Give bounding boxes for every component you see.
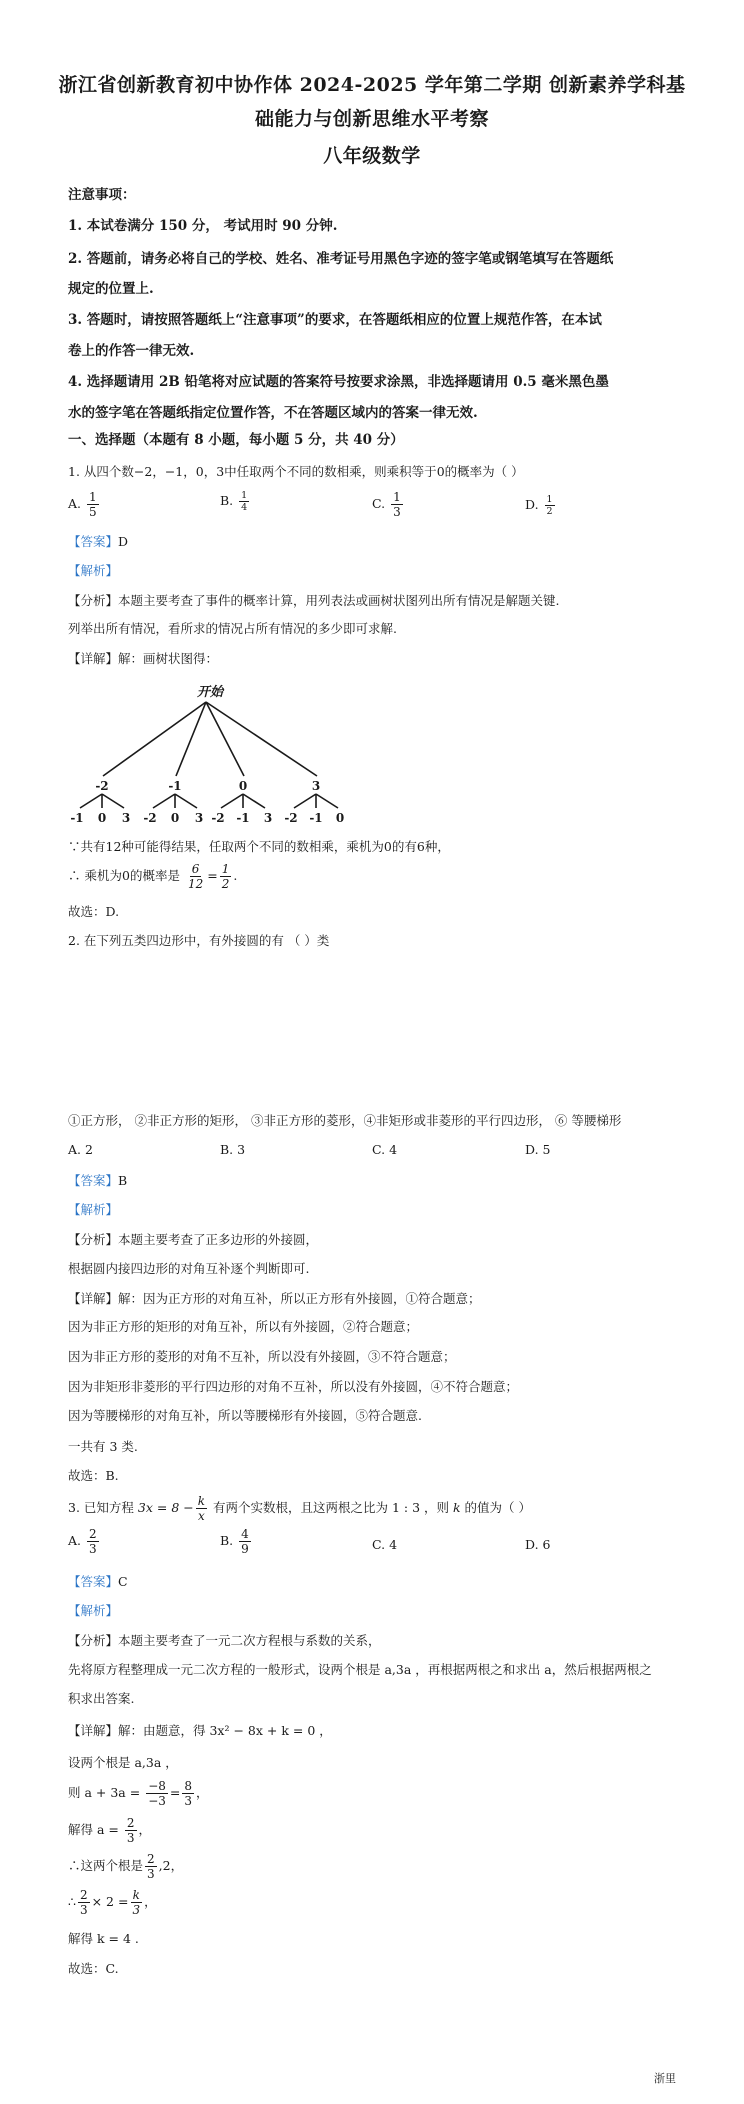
q3-option-d: D. 6 bbox=[525, 1537, 551, 1552]
q1-step-2-frac2-den: 2 bbox=[221, 877, 230, 891]
q3-equation-frac-den: x bbox=[197, 1509, 205, 1523]
q3-equation-frac-num: k bbox=[197, 1494, 205, 1508]
q1-step-2-zero: 0 bbox=[121, 868, 130, 883]
q3-detail-5-den: 3 bbox=[147, 1867, 155, 1881]
q2-analysis-b: 根据圆内接四边形的对角互补逐个判断即可. bbox=[68, 1261, 310, 1276]
q3-detail-5-end: ,2， bbox=[158, 1858, 184, 1873]
q3-detail-5 bbox=[68, 1852, 183, 1881]
q3-answer-value: C bbox=[118, 1574, 128, 1589]
q3-option-a-label: A. bbox=[68, 1533, 82, 1548]
q3-detail-5-num: 2 bbox=[147, 1852, 155, 1866]
q3-stem-b: 有两个实数根，且这两根之比为 1 : 3 ，则 bbox=[212, 1500, 449, 1515]
q1-step-2-eq: = bbox=[207, 868, 218, 883]
tree-l1-0: -2 bbox=[95, 779, 109, 793]
q2-answer bbox=[68, 1172, 127, 1190]
q3-option-b-label: B. bbox=[220, 1533, 234, 1548]
q3-detail-6-frac2-num: k bbox=[132, 1888, 140, 1902]
note-1: 1. 本试卷满分 150 分， 考试用时 90 分钟. bbox=[68, 218, 338, 234]
q3-detail-4-den: 3 bbox=[126, 1831, 135, 1845]
tree-l1-3: 3 bbox=[311, 779, 321, 793]
q1-stem bbox=[68, 463, 524, 481]
q2-items: ①正方形， ②非正方形的矩形， ③非正方形的菱形，④非矩形或非菱形的平行四边形， ⑥ 等腰梯形 bbox=[68, 1113, 622, 1128]
q1-option-d bbox=[525, 494, 557, 517]
q2-option-a: A. 2 bbox=[68, 1142, 93, 1157]
q3-option-a bbox=[68, 1527, 101, 1556]
q1-stem-zero: 0 bbox=[436, 464, 445, 479]
q1-stem-numbers: −2，−1，0，3 bbox=[133, 464, 225, 479]
tree-l2-3-1: -1 bbox=[309, 811, 323, 824]
note-4a: 4. 选择题请用 2B 铅笔将对应试题的答案符号按要求涂黑，非选择题请用 0.5 毫米黑色墨 bbox=[68, 374, 609, 390]
q1-step-2c: 的概率是 bbox=[129, 868, 180, 883]
q3-stem-k: k bbox=[452, 1500, 461, 1515]
tree-l2-1-1: 0 bbox=[170, 811, 180, 824]
q1-option-d-label: D. bbox=[525, 497, 539, 512]
q3-stem bbox=[68, 1494, 531, 1523]
q1-option-a-label: A. bbox=[68, 496, 82, 511]
notes-heading: 注意事项： bbox=[68, 187, 136, 203]
q1-step-1: ∵共有12种可能得结果，任取两个不同的数相乘，乘机为0的有6种， bbox=[68, 839, 450, 854]
tree-l2-1-2: 3 bbox=[194, 811, 204, 824]
q3-detail-3-frac2-den: 3 bbox=[184, 1794, 193, 1808]
q1-option-c-num: 1 bbox=[393, 490, 401, 504]
tree-l2-3-0: -2 bbox=[284, 811, 298, 824]
title-line-3: 八年级数学 bbox=[323, 145, 421, 167]
q3-detail-3-frac1-den: −3 bbox=[148, 1794, 166, 1808]
tree-l1-2: 0 bbox=[238, 779, 248, 793]
q3-option-a-den: 3 bbox=[89, 1542, 97, 1556]
q1-option-b-num: 1 bbox=[241, 490, 248, 501]
note-3a: 3. 答题时，请按照答题纸上“注意事项”的要求，在答题纸相应的位置上规范作答，在本试 bbox=[68, 312, 602, 328]
q3-stem-c: 的值为（ ） bbox=[464, 1500, 532, 1515]
q1-analysis-tag: 【解析】 bbox=[68, 563, 119, 578]
q3-detail-4a: 解得 a = bbox=[68, 1822, 119, 1837]
q3-option-a-num: 2 bbox=[89, 1527, 97, 1541]
q3-option-b bbox=[220, 1527, 253, 1556]
q3-detail-3 bbox=[68, 1779, 209, 1808]
q3-detail-3-eq: = bbox=[169, 1785, 181, 1800]
q2-option-b: B. 3 bbox=[220, 1142, 246, 1157]
q3-detail-6-frac2-den: 3 bbox=[132, 1903, 141, 1917]
q1-answer-value: D bbox=[118, 534, 129, 549]
q3-answer bbox=[68, 1573, 128, 1591]
q3-detail-6a: ∴ bbox=[68, 1894, 76, 1909]
tree-l2-2-2: 3 bbox=[263, 811, 273, 824]
q3-detail-5a: ∴这两个根是 bbox=[68, 1858, 144, 1873]
q3-conclude: 故选：C. bbox=[68, 1961, 119, 1976]
q3-detail-6-mid: × 2 = bbox=[91, 1894, 129, 1909]
q2-stem: 2. 在下列五类四边形中，有外接圆的有 （ ）类 bbox=[68, 933, 330, 948]
q3-detail-6-frac1-num: 2 bbox=[79, 1888, 88, 1902]
q3-detail-1: 【详解】解：由题意，得 3x² − 8x + k = 0 ， bbox=[68, 1723, 332, 1738]
q3-detail-7: 解得 k = 4 . bbox=[68, 1931, 139, 1946]
q2-analysis-a: 【分析】本题主要考查了正多边形的外接圆， bbox=[68, 1232, 319, 1247]
q3-detail-3-end: ， bbox=[196, 1785, 209, 1800]
q1-step-2-frac1-den: 12 bbox=[187, 877, 204, 891]
q3-detail-4 bbox=[68, 1816, 151, 1845]
tree-l1-1: -1 bbox=[168, 779, 182, 793]
q3-detail-6-end: ， bbox=[144, 1894, 157, 1909]
q2-detail-2: 因为非正方形的矩形的对角互补，所以有外接圆，②符合题意； bbox=[68, 1319, 419, 1334]
tree-l2-2-0: -2 bbox=[211, 811, 225, 824]
tree-l2-0-0: -1 bbox=[70, 811, 84, 824]
tree-root: 开始 bbox=[196, 685, 224, 700]
q1-option-b-label: B. bbox=[220, 493, 234, 508]
q1-step-2-frac1-num: 6 bbox=[191, 862, 200, 876]
q3-detail-3-frac2-num: 8 bbox=[184, 1779, 193, 1793]
q1-option-b bbox=[220, 490, 251, 513]
q1-option-c bbox=[372, 490, 405, 519]
q3-detail-6 bbox=[68, 1888, 157, 1917]
q1-option-a-num: 1 bbox=[89, 490, 97, 504]
q3-option-b-den: 9 bbox=[241, 1542, 249, 1556]
q3-option-c: C. 4 bbox=[372, 1537, 398, 1552]
q3-detail-4-end: ， bbox=[138, 1822, 152, 1837]
q1-option-d-den: 2 bbox=[546, 506, 553, 517]
q3-detail-3-frac1-num: −8 bbox=[148, 1779, 166, 1793]
q2-option-d: D. 5 bbox=[525, 1142, 551, 1157]
note-4b: 水的签字笔在答题纸指定位置作答，不在答题区域内的答案一律无效. bbox=[68, 405, 478, 421]
q1-option-c-den: 3 bbox=[393, 505, 401, 519]
title-line-1: 浙江省创新教育初中协作体 2024-2025 学年第二学期 创新素养学科基 bbox=[58, 74, 686, 96]
q1-analysis-a: 【分析】本题主要考查了事件的概率计算，用列表法或画树状图列出所有情况是解题关键. bbox=[68, 593, 560, 608]
q2-answer-tag: 【答案】 bbox=[68, 1173, 119, 1188]
q1-option-a bbox=[68, 490, 101, 519]
title-line-2: 础能力与创新思维水平考察 bbox=[254, 108, 489, 130]
q1-stem-b: 中任取两个不同的数相乘，则乘积等于 bbox=[224, 464, 437, 479]
q3-analysis-tag: 【解析】 bbox=[68, 1603, 119, 1618]
q1-option-b-den: 4 bbox=[241, 502, 248, 513]
q3-analysis-a: 【分析】本题主要考查了一元二次方程根与系数的关系， bbox=[68, 1633, 381, 1648]
q2-detail-5: 因为等腰梯形的对角互补，所以等腰梯形有外接圆，⑤符合题意. bbox=[68, 1408, 422, 1423]
tree-l2-3-2: 0 bbox=[335, 811, 345, 824]
section-1-heading: 一、选择题（本题有 8 小题，每小题 5 分，共 40 分） bbox=[68, 432, 404, 448]
tree-l2-0-1: 0 bbox=[97, 811, 107, 824]
note-3b: 卷上的作答一律无效. bbox=[68, 343, 195, 359]
q3-detail-4-num: 2 bbox=[126, 1816, 135, 1830]
q1-step-2-frac2-num: 1 bbox=[221, 862, 230, 876]
q3-analysis-b: 先将原方程整理成一元二次方程的一般形式，设两个根是 a,3a ，再根据两根之和求出 a，然后根据两根之 bbox=[68, 1662, 652, 1677]
note-2a: 2. 答题前，请务必将自己的学校、姓名、准考证号用黑色字迹的签字笔或钢笔填写在答题纸 bbox=[68, 251, 614, 267]
q2-detail-1: 【详解】解：因为正方形的对角互补，所以正方形有外接圆，①符合题意； bbox=[68, 1291, 481, 1306]
q1-analysis-b: 列举出所有情况，看所求的情况占所有情况的多少即可求解. bbox=[68, 621, 397, 636]
q1-option-a-den: 5 bbox=[89, 505, 97, 519]
q1-step-2a: ∴ 乘机为 bbox=[68, 868, 122, 883]
q3-stem-a: 3. 已知方程 bbox=[68, 1500, 134, 1515]
q3-detail-3a: 则 a + 3a = bbox=[68, 1785, 141, 1800]
tree-l2-1-0: -2 bbox=[143, 811, 157, 824]
q2-detail-4: 因为非矩形非菱形的平行四边形的对角不互补，所以没有外接圆，④不符合题意； bbox=[68, 1379, 519, 1394]
q1-step-2 bbox=[68, 862, 237, 891]
page-footer: 浙里 bbox=[654, 2072, 676, 2085]
q1-stem-a: 1. 从四个数 bbox=[68, 464, 134, 479]
q1-stem-c: 的概率为（ ） bbox=[444, 464, 524, 479]
q2-detail-3: 因为非正方形的菱形的对角不互补，所以没有外接圆，③不符合题意； bbox=[68, 1349, 456, 1364]
tree-l2-0-2: 3 bbox=[121, 811, 131, 824]
note-2b: 规定的位置上. bbox=[68, 281, 154, 297]
tree-l2-2-1: -1 bbox=[236, 811, 250, 824]
q3-equation-left: 3x = 8 − bbox=[137, 1500, 194, 1515]
q1-answer bbox=[68, 533, 128, 551]
q1-answer-tag: 【答案】 bbox=[68, 534, 119, 549]
q3-detail-6-frac1-den: 3 bbox=[79, 1903, 88, 1917]
q3-detail-2: 设两个根是 a,3a ， bbox=[68, 1755, 178, 1770]
q1-option-c-label: C. bbox=[372, 496, 386, 511]
q1-detail: 【详解】解：画树状图得： bbox=[68, 651, 219, 666]
q3-analysis-c: 积求出答案. bbox=[68, 1691, 135, 1706]
q1-conclude: 故选：D. bbox=[68, 904, 120, 919]
q1-step-2-end: . bbox=[233, 868, 238, 883]
q2-detail-6: 一共有 3 类. bbox=[68, 1439, 138, 1454]
q1-tree-diagram bbox=[60, 676, 370, 824]
q2-conclude: 故选：B. bbox=[68, 1468, 119, 1483]
q2-option-c: C. 4 bbox=[372, 1142, 398, 1157]
q1-option-d-num: 1 bbox=[546, 494, 553, 505]
q2-answer-value: B bbox=[118, 1173, 128, 1188]
q2-analysis-tag: 【解析】 bbox=[68, 1202, 119, 1217]
q3-answer-tag: 【答案】 bbox=[68, 1574, 119, 1589]
q3-option-b-num: 4 bbox=[241, 1527, 249, 1541]
